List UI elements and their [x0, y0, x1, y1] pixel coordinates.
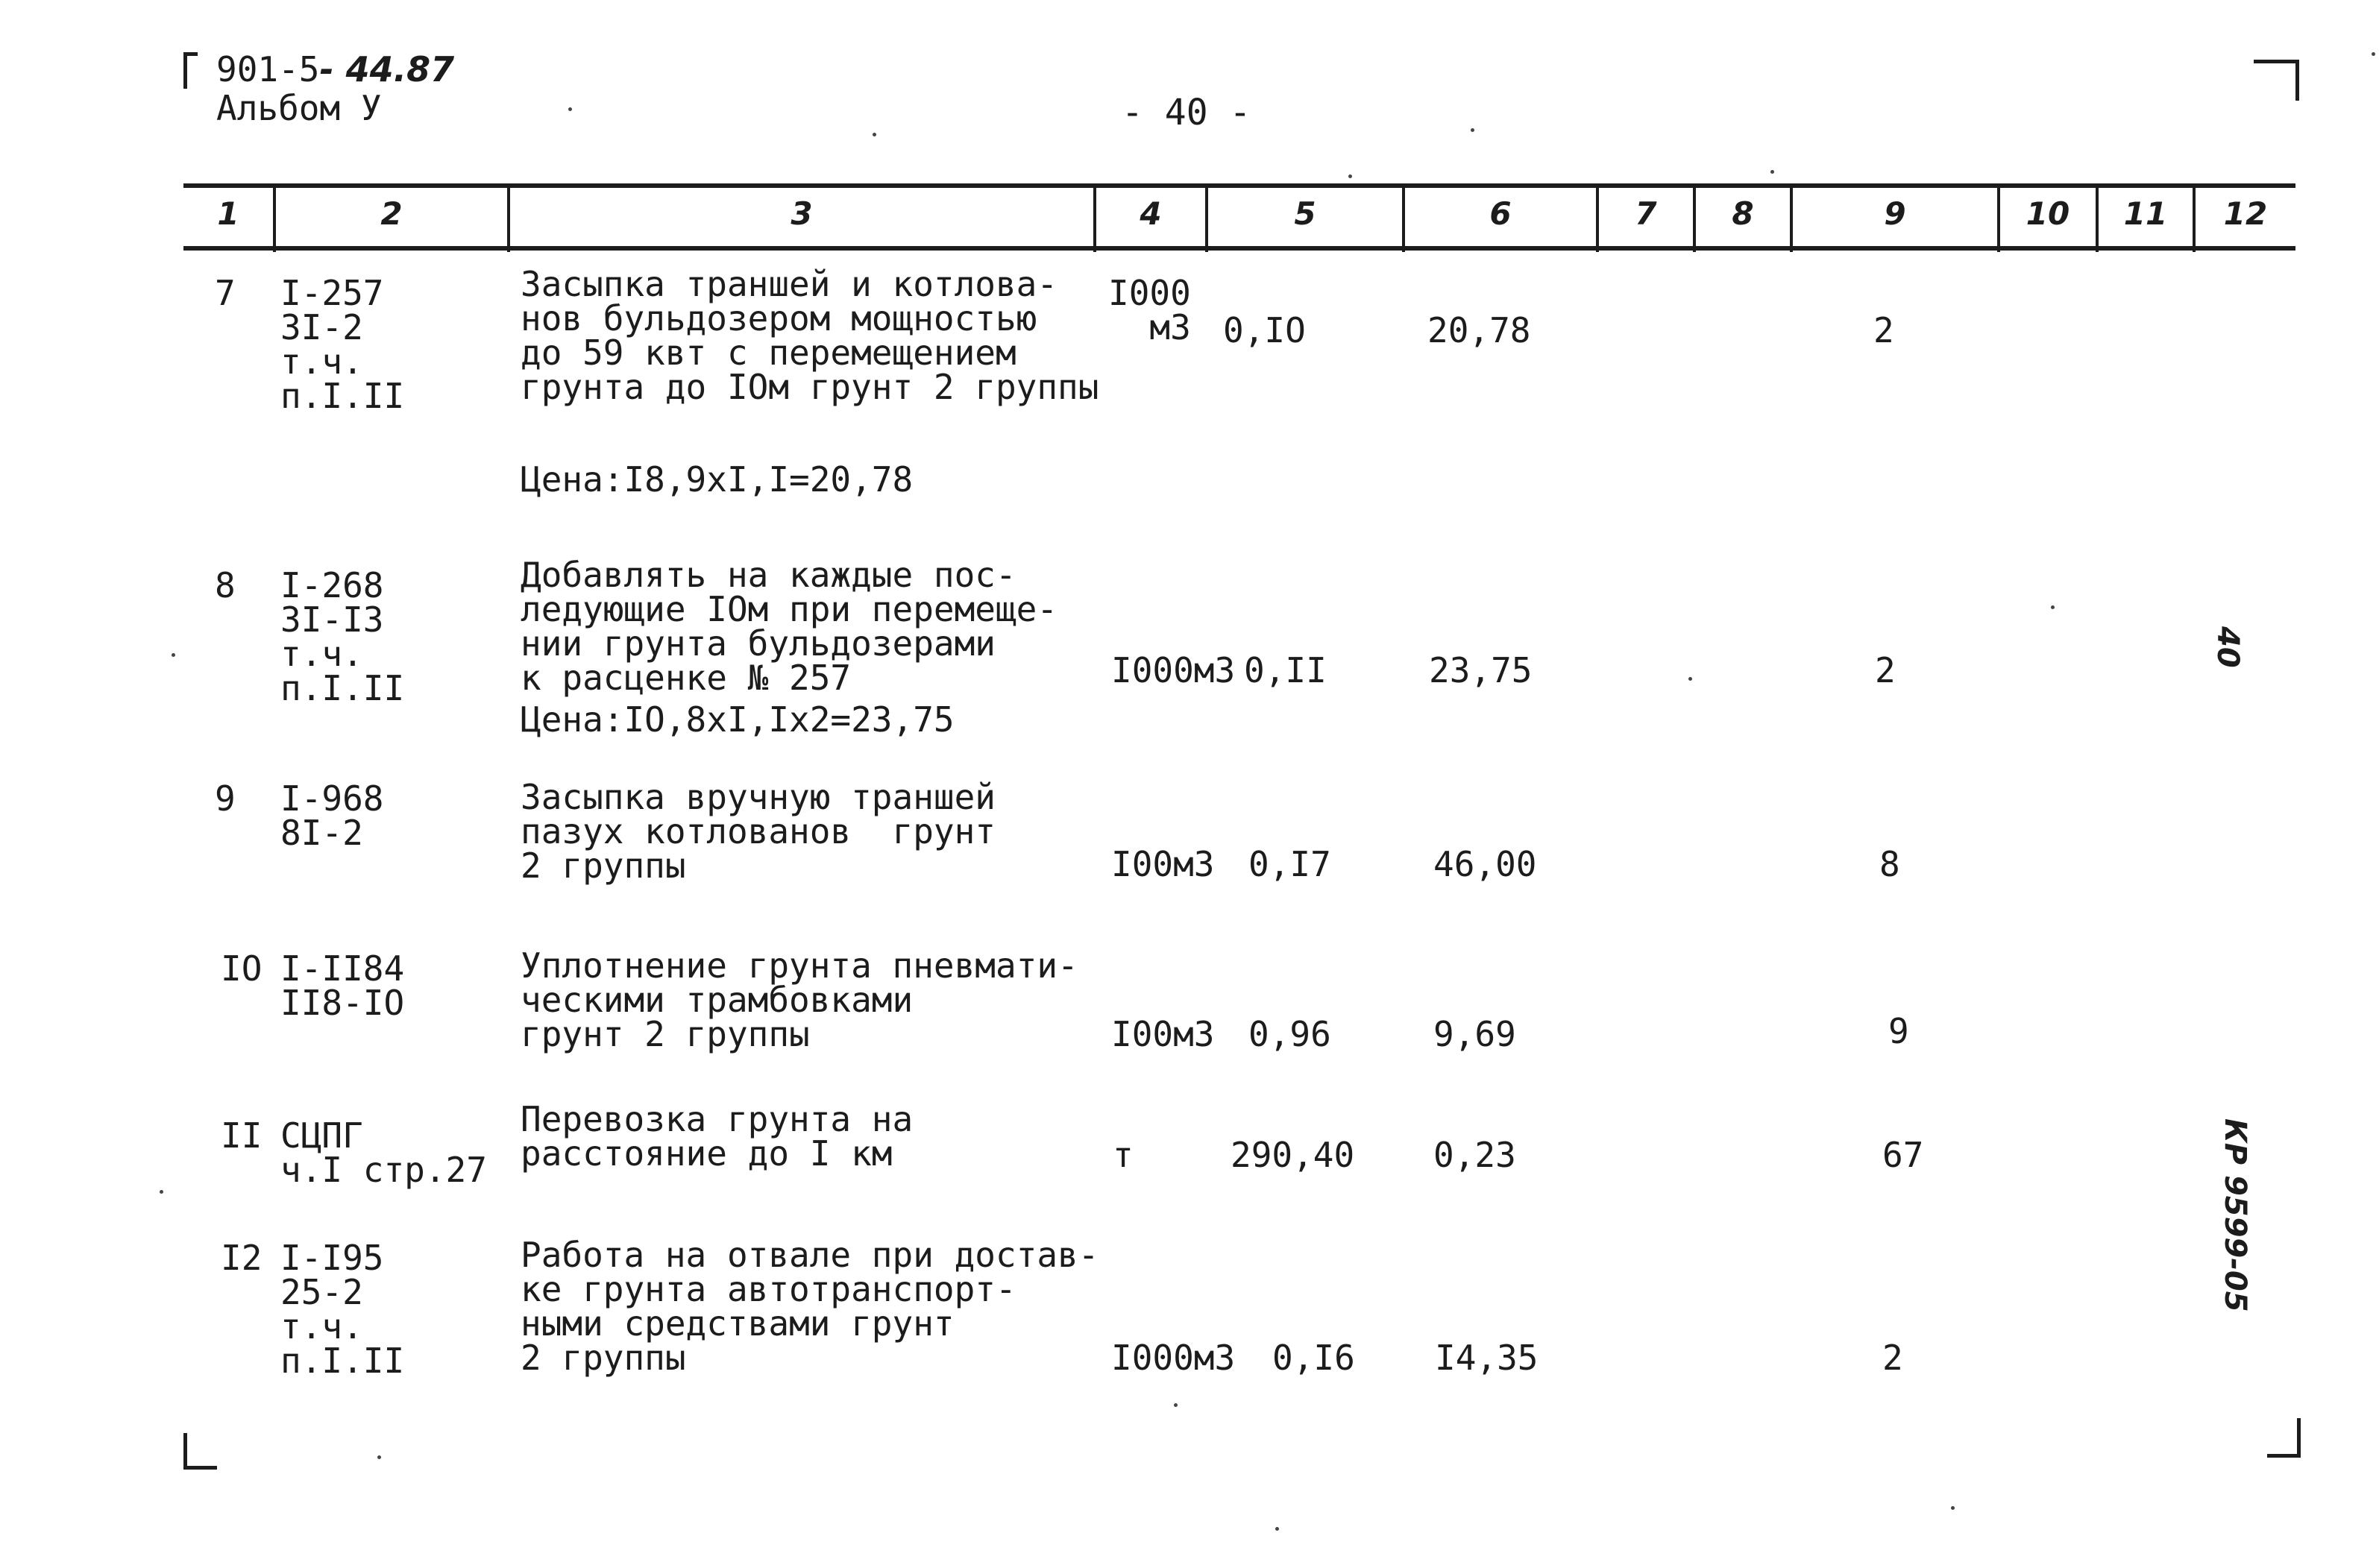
scan-speck: [568, 107, 572, 111]
scan-speck: [377, 1455, 381, 1459]
margin-stamp: КР 9599-05: [2218, 1118, 2252, 1312]
scan-speck: [2051, 605, 2055, 609]
row-number: I2: [221, 1238, 263, 1278]
row-unit: I000м3: [1111, 1338, 1236, 1378]
row-description: Уплотнение грунта пневмати- ческими трамбовками грунт 2 группы: [521, 945, 1078, 1054]
column-header-12: 12: [2223, 195, 2268, 232]
row-unit: I00м3: [1111, 1014, 1215, 1054]
row-col9: 2: [1873, 310, 1894, 350]
corner-mark-bottom-left: [183, 1433, 217, 1470]
row-quantity: 0,I6: [1272, 1338, 1355, 1378]
row-code: I-I95 25-2 т.ч. п.I.II: [280, 1238, 405, 1381]
doc-code: [216, 49, 455, 89]
row-cost: 23,75: [1429, 650, 1533, 690]
row-description: Перевозка грунта на расстояние до I км: [521, 1099, 914, 1174]
scan-speck: [2372, 52, 2375, 56]
row-description: Засыпка траншей и котлова- нов бульдозером мощностью до 59 квт с перемещением грунта до IOм грунт 2 группы: [521, 264, 1099, 407]
corner-mark-top-right: [2254, 60, 2299, 101]
margin-page-mark: 40: [2210, 626, 2245, 668]
row-col9: 9: [1888, 1011, 1909, 1051]
header-top-rule: [183, 183, 2295, 188]
scan-speck: [1471, 128, 1474, 132]
page-number: - 40 -: [1122, 92, 1251, 133]
row-unit: I000 м3: [1108, 273, 1191, 347]
row-cost: I4,35: [1435, 1338, 1539, 1378]
row-number: 9: [215, 778, 236, 819]
row-quantity: 0,I7: [1248, 844, 1331, 884]
row-code: I-II84 II8-IO: [280, 948, 405, 1023]
scan-speck: [1275, 1527, 1279, 1531]
corner-mark-bottom-right: [2267, 1418, 2301, 1458]
row-col9: 2: [1875, 650, 1896, 690]
row-price-formula: Цена:IO,8xI,Ix2=23,75: [521, 699, 955, 740]
row-col9: 2: [1882, 1338, 1903, 1378]
row-quantity: 0,96: [1248, 1014, 1331, 1054]
album-label: Альбом У: [216, 88, 382, 128]
row-cost: 20,78: [1427, 310, 1531, 350]
column-header-8: 8: [1732, 195, 1754, 232]
column-header-7: 7: [1635, 195, 1657, 232]
row-code: I-257 3I-2 т.ч. п.I.II: [280, 273, 405, 416]
row-code: I-268 3I-I3 т.ч. п.I.II: [280, 565, 405, 708]
row-code: I-968 8I-2: [280, 778, 384, 853]
scan-speck: [1688, 677, 1692, 681]
row-quantity: 290,40: [1231, 1135, 1355, 1175]
corner-mark-top-left: [183, 52, 198, 89]
scan-speck: [873, 133, 876, 136]
row-description: Засыпка вручную траншей пазух котлованов грунт 2 группы: [521, 777, 996, 886]
row-price-formula: Цена:I8,9xI,I=20,78: [521, 459, 914, 500]
scan-speck: [172, 653, 175, 657]
column-header-6: 6: [1489, 195, 1512, 232]
row-number: 8: [215, 565, 236, 605]
column-header-2: 2: [380, 195, 403, 232]
column-header-1: 1: [217, 195, 239, 232]
row-cost: 0,23: [1433, 1135, 1516, 1175]
row-number: II: [221, 1115, 263, 1156]
row-col9: 67: [1882, 1135, 1924, 1175]
row-description: Добавлять на каждые пос- ледующие IOм при перемеще- нии грунта бульдозерами к расценке № 257: [521, 555, 1058, 698]
row-unit: I00м3: [1111, 844, 1215, 884]
row-code: СЦПГ ч.I стр.27: [280, 1115, 487, 1190]
column-header-11: 11: [2123, 195, 2168, 232]
row-number: 7: [215, 273, 236, 313]
row-cost: 9,69: [1433, 1014, 1516, 1054]
scan-speck: [160, 1190, 163, 1194]
row-unit: I000м3: [1111, 650, 1236, 690]
scan-speck: [1348, 174, 1352, 178]
row-col9: 8: [1879, 844, 1900, 884]
scan-speck: [1174, 1403, 1178, 1407]
column-header-5: 5: [1294, 195, 1316, 232]
row-number: IO: [221, 948, 263, 989]
scan-speck: [1770, 170, 1774, 174]
row-quantity: 0,II: [1244, 650, 1327, 690]
doc-code-handwritten: - 44.87: [319, 49, 455, 89]
scan-speck: [1951, 1506, 1955, 1510]
row-unit: т: [1113, 1135, 1134, 1175]
row-cost: 46,00: [1433, 844, 1537, 884]
row-quantity: 0,IO: [1223, 310, 1306, 350]
column-header-9: 9: [1884, 195, 1906, 232]
column-header-4: 4: [1140, 195, 1162, 232]
column-header-3: 3: [791, 195, 813, 232]
column-header-10: 10: [2026, 195, 2070, 232]
doc-code-typed: 901-5: [216, 49, 320, 89]
header-bottom-rule: [183, 246, 2295, 251]
row-description: Работа на отвале при достав- ке грунта автотранспорт- ными средствами грунт 2 группы: [521, 1235, 1099, 1378]
